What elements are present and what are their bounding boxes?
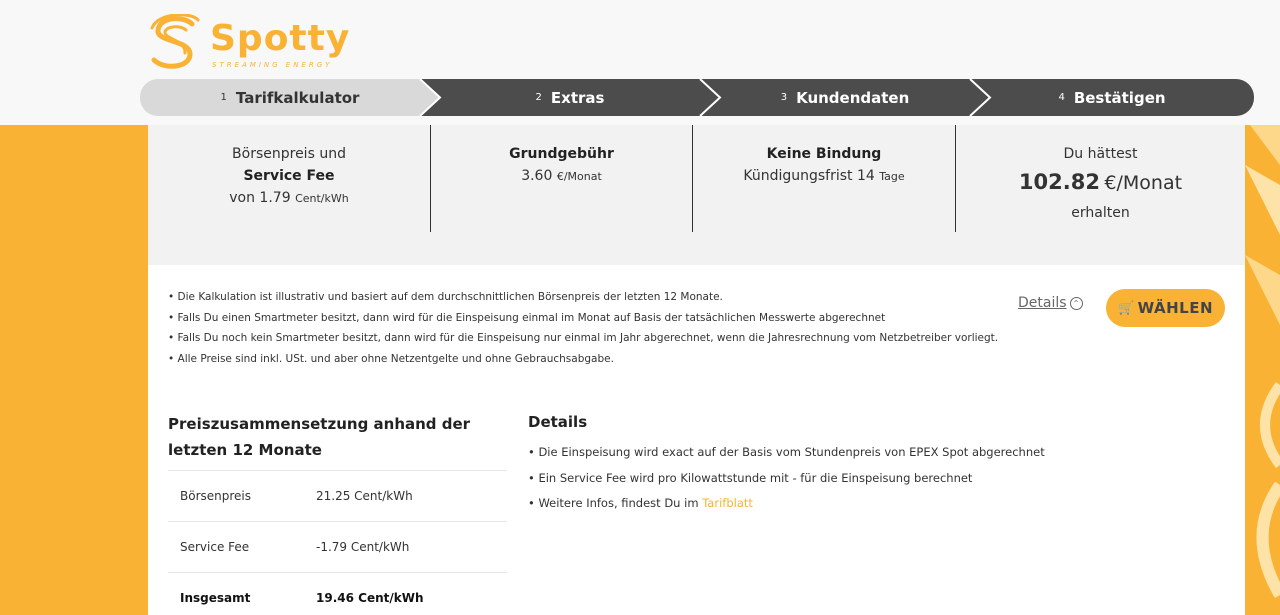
choose-label: WÄHLEN — [1137, 299, 1214, 317]
summary-price-column — [148, 125, 431, 232]
tariff-summary — [148, 125, 1245, 265]
decorative-waves — [1245, 125, 1280, 615]
details-item: • Ein Service Fee wird pro Kilowattstunde mit - für die Einspeisung berechnet — [528, 470, 973, 485]
step-number: 2 — [535, 92, 542, 103]
summary-base-fee-column — [431, 125, 693, 232]
table-row — [168, 521, 507, 572]
brand-logo[interactable] — [146, 14, 356, 72]
price-value: -1.79 Cent/kWh — [316, 540, 410, 554]
summary-earnings-line1: Du hättest — [1063, 146, 1138, 162]
step-tarifkalkulator[interactable] — [140, 79, 440, 116]
step-kundendaten[interactable] — [700, 79, 990, 116]
step-label: Bestätigen — [1073, 88, 1166, 107]
note-item: • Falls Du einen Smartmeter besitzt, dann wird für die Einspeisung einmal im Monat auf Basis der tatsächlichen Messwerte abgerechnet — [168, 311, 886, 324]
right-accent-band — [1245, 125, 1280, 615]
summary-base-fee-value: 3.60 — [521, 168, 553, 184]
note-item: • Alle Preise sind inkl. USt. und aber ohne Netzentgelte und ohne Gebrauchsabgabe. — [168, 352, 614, 365]
summary-earnings-line3: erhalten — [1071, 205, 1130, 221]
price-key: Service Fee — [180, 540, 250, 554]
price-key: Börsenpreis — [180, 489, 252, 503]
summary-earnings-column — [956, 125, 1245, 232]
step-chevron-icon — [418, 79, 448, 116]
summary-price-unit: Cent/kWh — [295, 192, 349, 205]
step-chevron-icon — [698, 79, 728, 116]
summary-contract-text: Kündigungsfrist 14 — [743, 168, 875, 184]
note-item: • Die Kalkulation ist illustrativ und basiert auf dem durchschnittlichen Börsenpreis der letzten 12 Monate. — [168, 291, 723, 303]
step-label: Kundendaten — [796, 88, 910, 107]
checkout-stepper — [140, 79, 1254, 116]
step-number: 1 — [220, 92, 227, 103]
price-breakdown-table — [168, 470, 507, 615]
price-value: 21.25 Cent/kWh — [316, 489, 413, 503]
summary-contract-unit: Tage — [879, 170, 905, 183]
details-list — [528, 440, 1128, 517]
step-label: Extras — [550, 88, 605, 107]
price-key: Insgesamt — [180, 591, 251, 605]
choose-tariff-button[interactable] — [1106, 289, 1225, 327]
tariff-card — [148, 125, 1245, 615]
summary-earnings-amount: 102.82 — [1018, 170, 1100, 194]
brand-name: Spotty — [210, 18, 351, 59]
summary-contract-title: Keine Bindung — [766, 146, 882, 162]
step-label: Tarifkalkulator — [235, 88, 360, 107]
spotty-s-icon — [146, 14, 206, 72]
step-bestaetigen[interactable] — [970, 79, 1254, 116]
summary-contract-column — [693, 125, 956, 232]
table-row-total — [168, 572, 507, 615]
summary-price-line1: Börsenpreis und — [232, 146, 346, 162]
table-row — [168, 470, 507, 521]
summary-base-fee-unit: €/Monat — [556, 170, 602, 183]
price-value: 19.46 Cent/kWh — [316, 591, 424, 605]
price-breakdown-title: Preiszusammensetzung anhand der letzten 12 Monate — [168, 415, 471, 459]
summary-service-fee: Service Fee — [243, 168, 335, 184]
summary-earnings-unit: €/Monat — [1104, 172, 1183, 194]
chevron-up-icon: ⌃ — [1070, 297, 1083, 310]
calculation-notes — [168, 287, 1008, 369]
step-number: 3 — [780, 92, 788, 103]
brand-tagline: STREAMING ENERGY — [212, 61, 333, 69]
summary-base-fee-title: Grundgebühr — [509, 146, 614, 162]
details-label: Details — [1018, 295, 1067, 311]
details-item — [528, 491, 1128, 517]
tarifblatt-link[interactable]: Tarifblatt — [702, 496, 753, 510]
details-title: Details — [528, 413, 588, 431]
details-item-text: • Weitere Infos, findest Du im — [528, 496, 699, 510]
cart-icon: 🛒 — [1117, 300, 1135, 316]
step-number: 4 — [1058, 92, 1065, 103]
note-item: • Falls Du noch kein Smartmeter besitzt, dann wird für die Einspeisung nur einmal im Jahr abgerechnet, wenn die Jahresrechnung vom Netzbetreiber vorliegt. — [168, 332, 999, 344]
step-chevron-icon — [968, 79, 998, 116]
details-item: • Die Einspeisung wird exact auf der Basis vom Stundenpreis von EPEX Spot abgerechnet — [528, 445, 1045, 459]
summary-price-value: von 1.79 — [229, 190, 291, 206]
left-accent-band — [0, 125, 148, 615]
step-extras[interactable] — [420, 79, 720, 116]
details-toggle-link[interactable] — [1018, 295, 1083, 311]
